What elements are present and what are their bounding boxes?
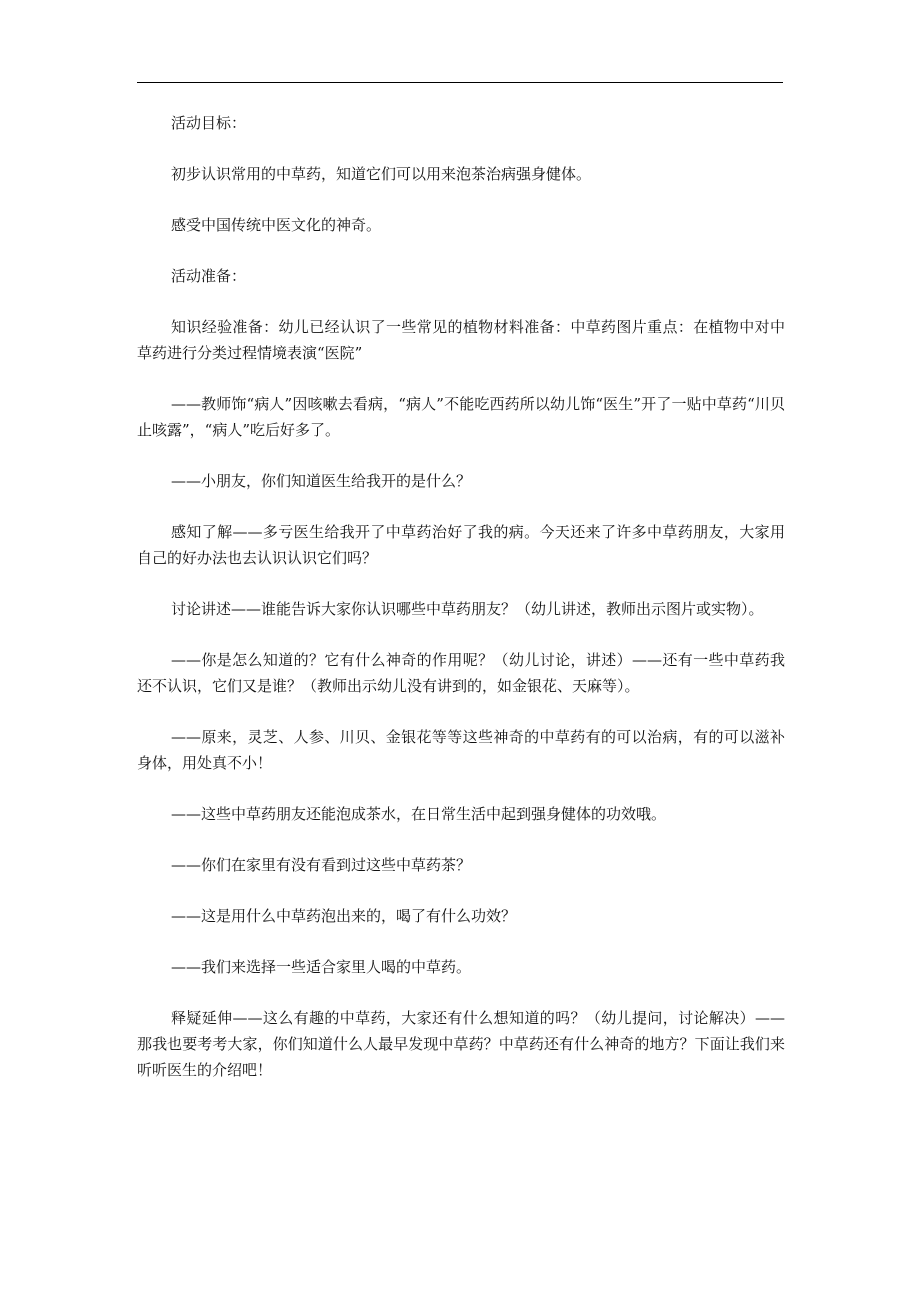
goal-item-2: 感受中国传统中医文化的神奇。 <box>171 216 382 234</box>
process-paragraph-9: ——这是用什么中草药泡出来的，喝了有什么功效？ <box>171 907 517 925</box>
process-paragraph-8: ——你们在家里有没有看到过这些中草药茶？ <box>171 856 472 874</box>
process-paragraph-7: ——这些中草药朋友还能泡成茶水，在日常生活中起到强身健体的功效哦。 <box>171 805 667 823</box>
header-rule <box>137 82 783 83</box>
process-paragraph-1: ——教师饰“病人”因咳嗽去看病，“病人”不能吃西药所以幼儿饰“医生”开了一贴中草药“川贝止咳露”，“病人”吃后好多了。 <box>137 395 785 439</box>
extension-paragraph: 释疑延伸——这么有趣的中草药，大家还有什么想知道的吗？（幼儿提问，讨论解决）——那我也要考考大家，你们知道什么人最早发现中草药？中草药还有什么神奇的地方？下面让我们来听听医生的介绍吧！ <box>137 1009 785 1079</box>
process-paragraph-5: ——你是怎么知道的？它有什么神奇的作用呢？（幼儿讨论，讲述）——还有一些中草药我还不认识，它们又是谁？（教师出示幼儿没有讲到的，如金银花、天麻等）。 <box>137 651 785 695</box>
process-paragraph-3: 感知了解——多亏医生给我开了中草药治好了我的病。今天还来了许多中草药朋友，大家用自己的好办法也去认识认识它们吗？ <box>137 523 785 567</box>
prep-heading: 活动准备： <box>171 267 247 285</box>
goal-item-1: 初步认识常用的中草药，知道它们可以用来泡茶治病强身健体。 <box>171 165 592 183</box>
prep-paragraph: 知识经验准备：幼儿已经认识了一些常见的植物材料准备：中草药图片重点：在植物中对中草药进行分类过程情境表演“医院” <box>137 318 785 362</box>
process-paragraph-10: ——我们来选择一些适合家里人喝的中草药。 <box>171 958 472 976</box>
process-paragraph-4: 讨论讲述——谁能告诉大家你认识哪些中草药朋友？（幼儿讲述，教师出示图片或实物）。 <box>171 600 764 618</box>
document-body <box>137 110 785 1108</box>
process-paragraph-6: ——原来，灵芝、人参、川贝、金银花等等这些神奇的中草药有的可以治病，有的可以滋补身体，用处真不小！ <box>137 728 785 772</box>
goal-heading: 活动目标： <box>171 114 247 132</box>
process-paragraph-2: ——小朋友，你们知道医生给我开的是什么？ <box>171 472 472 490</box>
